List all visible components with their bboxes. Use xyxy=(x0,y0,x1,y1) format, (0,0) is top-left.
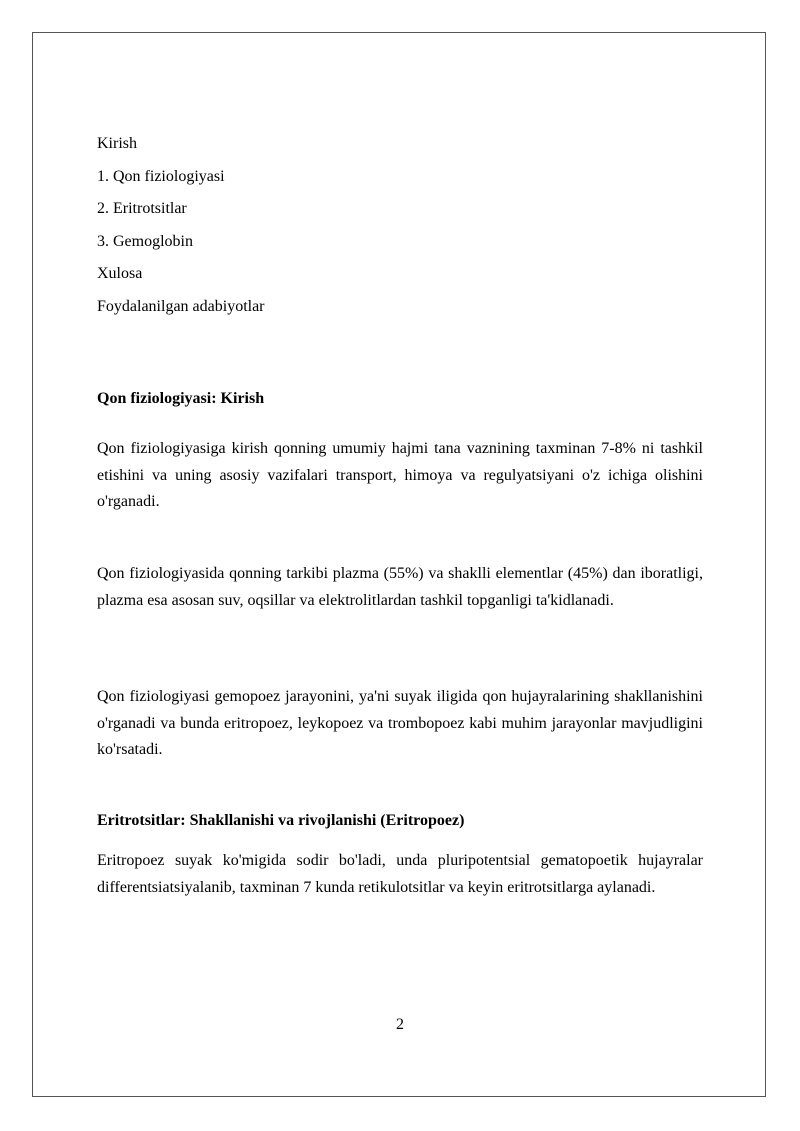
paragraph: Qon fiziologiyasida qonning tarkibi plazma (55%) va shaklli elementlar (45%) dan iboratligi, plazma esa asosan suv, oqsillar va elektrolitlardan tashkil topganligi ta'kidlanadi. xyxy=(97,565,703,609)
section-heading-blood-physiology: Qon fiziologiyasi: Kirish xyxy=(97,390,265,407)
paragraph: Eritropoez suyak ko'migida sodir bo'ladi, unda pluripotentsial gematopoetik hujayralar differentsiatsiyalanib, taxminan 7 kunda retikulotsitlar va keyin eritrotsitlarga aylanadi. xyxy=(97,852,703,896)
toc-item-introduction[interactable]: Kirish xyxy=(97,135,137,152)
table-of-contents xyxy=(97,128,703,323)
section-heading-erythrocytes: Eritrotsitlar: Shakllanishi va rivojlanishi (Eritropoez) xyxy=(97,812,465,829)
toc-item-erythrocytes[interactable]: 2. Eritrotsitlar xyxy=(97,200,187,217)
toc-item-hemoglobin[interactable]: 3. Gemoglobin xyxy=(97,232,193,250)
paragraph: Qon fiziologiyasiga kirish qonning umumiy hajmi tana vaznining taxminan 7-8% ni tashkil etishini va uning asosiy vazifalari transport, himoya va regulyatsiyani o'z ichiga olishini o'rganadi. xyxy=(97,440,703,510)
toc-item-conclusion[interactable]: Xulosa xyxy=(97,265,143,282)
toc-item-blood-physiology[interactable]: 1. Qon fiziologiyasi xyxy=(97,167,225,185)
toc-item-references[interactable]: Foydalanilgan adabiyotlar xyxy=(97,297,265,315)
page-number: 2 xyxy=(396,1016,404,1033)
paragraph: Qon fiziologiyasi gemopoez jarayonini, ya'ni suyak iligida qon hujayralarining shakllanishini o'rganadi va bunda eritropoez, leykopoez va trombopoez kabi muhim jarayonlar mavjudligini ko'rsatadi. xyxy=(97,688,703,758)
